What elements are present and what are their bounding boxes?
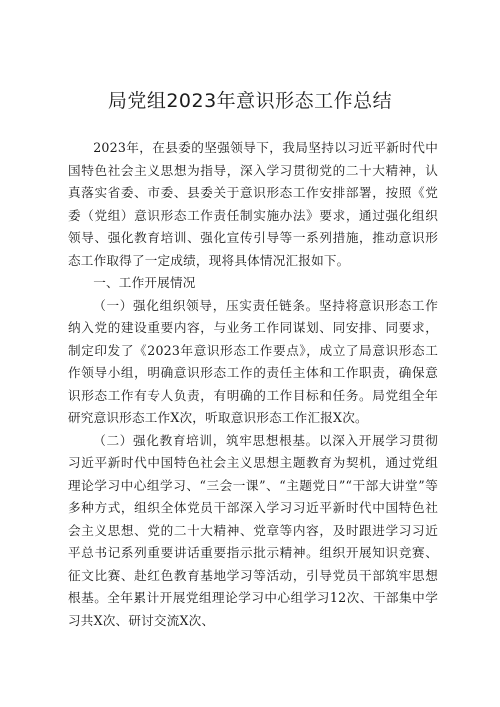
item-paragraph-2: （二）强化教育培训，筑牢思想根基。以深入开展学习贯彻习近平新时代中国特色社会主义思想主题教育为契机，通过党组理论学习中心组学习、“三会一课”、“主题党日”“干部大讲堂”等多种方式，组织全体党员干部深入学习习近平新时代中国特色社会主义思想、党的二十大精神、党章等内容，及时跟进学习习近平总书记系列重要讲话重要指示批示精神。组织开展知识竞赛、征文比赛、赴红色教育基地学习等活动，引导党员干部筑牢思想根基。全年累计开展党组理论学习中心组学习12次、干部集中学习共X次、研讨交流X次、 (68, 432, 438, 628)
intro-paragraph: 2023年，在县委的坚强领导下，我局坚持以习近平新时代中国特色社会主义思想为指导，深入学习贯彻党的二十大精神，认真落实省委、市委、县委关于意识形态工作安排部署，按照《党委（党组）意识形态工作责任制实施办法》要求，通过强化组织领导、强化教育培训、强化宣传引导等一系列措施，推动意识形态工作取得了一定成绩，现将具体情况汇报如下。 (68, 140, 438, 268)
item-paragraph-1: （一）强化组织领导，压实责任链条。坚持将意识形态工作纳入党的建设重要内容，与业务工作同谋划、同安排、同要求，制定印发了《2023年意识形态工作要点》，成立了局意识形态工作领导小组，明确意识形态工作的责任主体和工作职责，确保意识形态工作有专人负责，有明确的工作目标和任务。局党组全年研究意识形态工作X次，听取意识形态工作汇报X次。 (68, 297, 438, 425)
section-heading-1: 一、工作开展情况 (93, 275, 196, 290)
document-body (68, 137, 438, 632)
document-title: 局党组2023年意识形态工作总结 (107, 90, 393, 112)
